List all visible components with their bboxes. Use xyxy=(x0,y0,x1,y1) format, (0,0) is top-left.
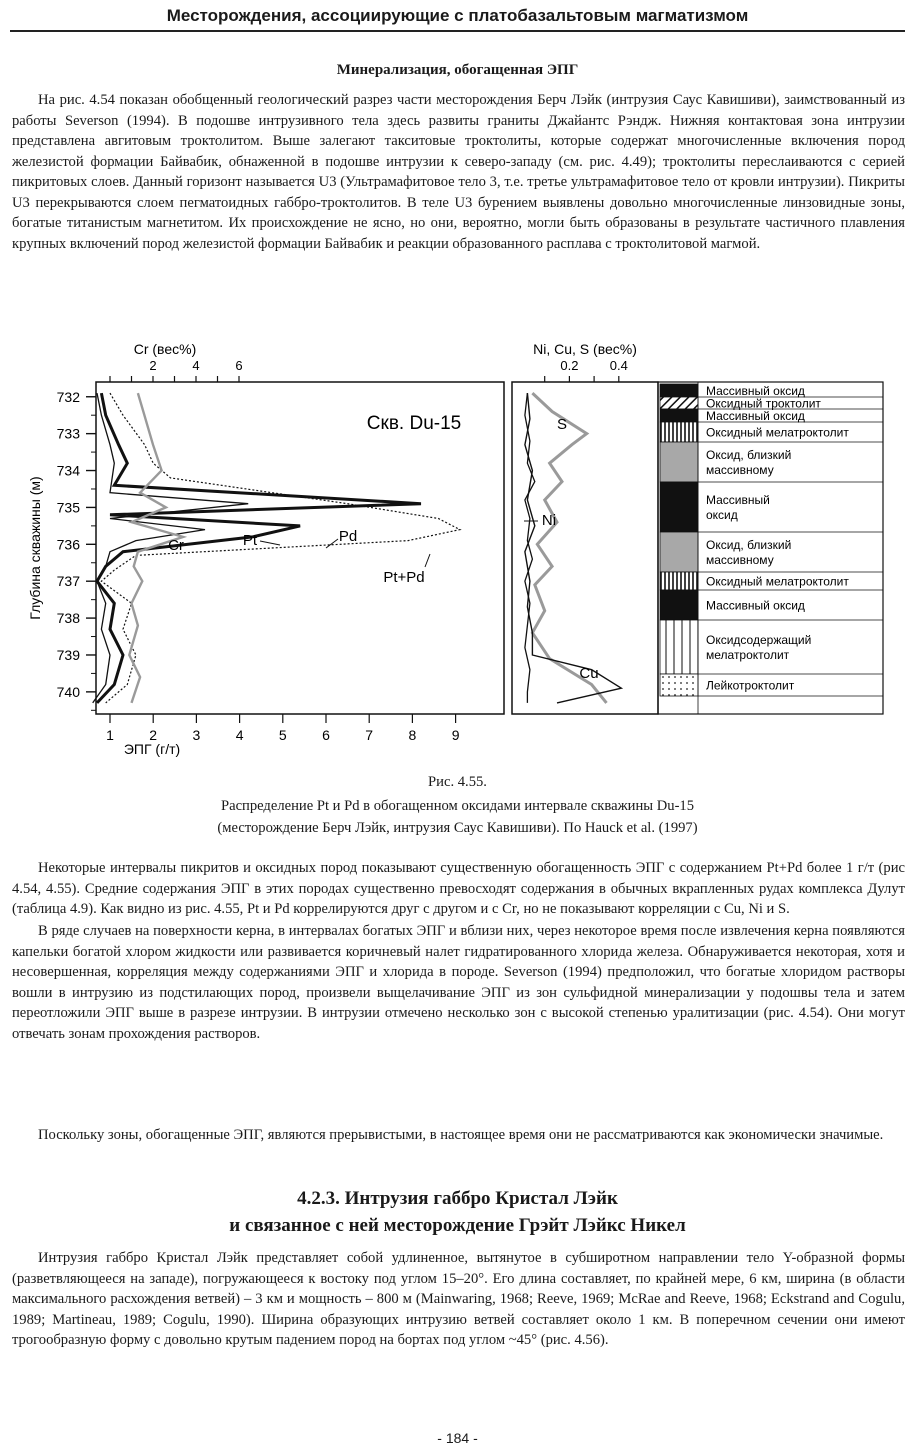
legend-label: Оксид, близкий xyxy=(706,448,792,462)
paragraph-1: На рис. 4.54 показан обобщенный геологический разрез части месторождения Берч Лэйк (интрузия Саус Кавишиви), заимствованный из работы Severson (1994). В подошве интрузивного тела здесь развиты граниты Джайантс Рэндж. Нижняя контактовая зона интрузии представлена авгитовым троктолитом. Выше залегают такситовые троктолиты, которые содержат многочисленные включения пород железистой формации Байвабик, обнаженной в подошве интрузии к северо-западу (см. рис. 4.49); троктолиты переслаиваются с серией пикритовых слоев. Данный горизонт называется U3 (Ультрамафитовое тело 3, т.е. третье ультрамафитовое тело от кровли интрузии). Пикриты U3 перекрываются слоем пегматоидных габбро-троктолитов. В теле U3 бурением выявлены довольно многочисленные линзовидные зоны, богатые титанистым магнетитом. Их происхождение не ясно, но они, вероятно, могли быть образованы в результате частичного плавления крупных включений пород железистой формации Байвабик и реакции образованного расплава с троктолитовой магмой. xyxy=(12,92,905,252)
pt-curve-label: Pt xyxy=(242,532,258,549)
legend-swatch xyxy=(660,590,698,620)
pd-label-leader xyxy=(326,539,338,548)
epg-tick-label: 4 xyxy=(235,727,244,743)
figure-number: Рис. 4.55. xyxy=(428,774,487,790)
figure-caption-line-1: Распределение Pt и Pd в обогащенном оксидами интервале скважины Du-15 xyxy=(220,798,695,814)
nicus-tick-label: 0.4 xyxy=(609,358,628,373)
epg-tick-label: 1 xyxy=(106,727,114,743)
pd-curve-label: Pd xyxy=(338,528,358,545)
legend-swatch xyxy=(660,572,698,590)
epg-tick-label: 5 xyxy=(278,727,287,743)
cr-axis-ticks xyxy=(110,358,243,382)
legend-swatch xyxy=(660,442,698,482)
legend-swatch xyxy=(660,409,698,422)
cr-curve-label: Cr xyxy=(168,537,184,554)
legend-swatch xyxy=(660,397,698,409)
legend-swatch xyxy=(660,422,698,442)
s-curve xyxy=(532,393,606,703)
depth-tick-label: 734 xyxy=(56,462,80,479)
paragraph-3: В ряде случаев на поверхности керна, в интервалах богатых ЭПГ и вблизи них, через некоторое время после извлечения керна появляются капельки богатой хлором жидкости или развивается коричневый налет гидратированного хлорида железа. Обнаруживается некоторая, хотя и несовершенная, корреляция между содержаниями ЭПГ и хлорида в породе. Severson (1994) предположил, что богатые хлоридом растворы вошли в интрузию из подстилающих пород, произвели выщелачивание ЭПГ из зон сульфидной минерализации у подошвы тела и затем переотложили ЭПГ выше в разрезе интрузии. В интрузии отмечено несколько зон с высокой степенью уралитизации (рис. 4.54). Они могут отвечать зонам прохождения растворов. xyxy=(12,923,905,1042)
epg-tick-label: 3 xyxy=(192,727,201,743)
epg-tick-label: 9 xyxy=(451,727,460,743)
depth-tick-label: 735 xyxy=(56,499,80,516)
cr-axis-title: Cr (вес%) xyxy=(133,341,197,357)
running-header: Месторождения, ассоциирующие с платобазальтовым магматизмом xyxy=(166,6,749,25)
s-curve-label: S xyxy=(556,416,568,433)
paragraph-5: Интрузия габбро Кристал Лэйк представляет собой удлиненное, вытянутое в субширотном направлении тело Y-образной формы (разветвляющееся на западе), погружающееся к востоку под углом 15–20°. Его длина составляет, по крайней мере, 6 км, ширина (в области максимального расхождения ветвей) – 3 км и мощность – 800 м (Mainwaring, 1968; Reeve, 1969; McRae and Reeve, 1968; Eckstrand and Cogulu, 1989; Martineau, 1989; Cogulu, 1990). Ширина образующих интрузию ветвей составляет около 1 км. В поперечном сечении они имеют трогообразную форму с довольно крутым падением пород на бортах под углом ~45° (рис. 4.56). xyxy=(12,1250,905,1348)
legend-label: Массивный оксид xyxy=(706,384,805,398)
nicus-axis-ticks xyxy=(545,358,628,382)
depth-tick-label: 737 xyxy=(56,573,80,590)
depth-tick-label: 738 xyxy=(56,610,80,627)
depth-axis-title: Глубина скважины (м) xyxy=(27,476,43,620)
section-subheading: Минерализация, обогащенная ЭПГ xyxy=(336,62,579,78)
legend-label: массивному xyxy=(706,553,774,567)
depth-axis xyxy=(57,389,96,711)
legend-label: оксид xyxy=(706,508,738,522)
section-title-line-2: и связанное с ней месторождение Грэйт Лэйкс Никел xyxy=(229,1215,686,1236)
epg-tick-label: 7 xyxy=(365,727,374,743)
paragraph-2: Некоторые интервалы пикритов и оксидных пород показывают существенную обогащенность ЭПГ с содержанием Pt+Pd более 1 г/т (рис 4.54, 4.55). Средние содержания ЭПГ в этих породах существенно превосходят содержания в обычных вкрапленных рудах комплекса Дулут (таблица 4.9). Как видно из рис. 4.55, Pt и Pd коррелируются друг с другом и с Cr, но не показывают корреляции с Cu, Ni и S. xyxy=(12,860,905,917)
ni-curve-label: Ni xyxy=(541,512,557,529)
page-number: - 184 - xyxy=(437,1430,478,1446)
lithology-legend xyxy=(660,382,883,714)
section-title-line-1: 4.2.3. Интрузия габбро Кристал Лэйк xyxy=(297,1188,618,1209)
cr-tick-label: 4 xyxy=(192,358,200,373)
epg-tick-label: 8 xyxy=(408,727,417,743)
legend-swatch xyxy=(660,532,698,572)
legend-swatch xyxy=(660,674,698,696)
figure-caption-line-2: (месторождение Берч Лэйк, интрузия Саус Кавишиви). По Hauck et al. (1997) xyxy=(217,820,698,836)
legend-label: Массивный оксид xyxy=(706,598,805,613)
depth-tick-label: 733 xyxy=(56,425,80,442)
depth-tick-label: 732 xyxy=(56,388,80,405)
depth-tick-label: 740 xyxy=(56,683,80,700)
epg-axis xyxy=(106,714,460,743)
legend-swatch xyxy=(660,482,698,532)
epg-tick-label: 6 xyxy=(322,727,330,743)
pt-label-leader xyxy=(260,541,280,545)
cu-curve-label: Cu xyxy=(579,665,599,682)
nicus-axis-title: Ni, Cu, S (вес%) xyxy=(533,341,637,357)
legend-label: Оксидный мелатроктолит xyxy=(706,574,849,589)
legend-label: Оксидсодержащий xyxy=(706,633,812,647)
nicus-tick-label: 0.2 xyxy=(560,358,579,373)
depth-tick-label: 736 xyxy=(56,536,80,553)
paragraph-4: Поскольку зоны, обогащенные ЭПГ, являются прерывистыми, в настоящее время они не рассматриваются как экономически значимые. xyxy=(38,1127,884,1143)
legend-swatch xyxy=(660,620,698,674)
epg-tick-label: 2 xyxy=(149,727,158,743)
legend-label: Оксидный троктолит xyxy=(706,396,821,411)
depth-tick-label: 739 xyxy=(56,646,80,663)
legend-label: Оксид, близкий xyxy=(706,538,792,552)
header-rule xyxy=(10,30,905,32)
figure-4-55 xyxy=(0,338,915,758)
legend-label: Лейкотроктолит xyxy=(706,678,795,693)
ptpd-label-leader xyxy=(425,554,430,567)
legend-label: массивному xyxy=(706,463,774,477)
well-label: Скв. Du-15 xyxy=(366,413,462,434)
legend-label: Оксидный мелатроктолит xyxy=(706,425,849,440)
epg-axis-title: ЭПГ (г/т) xyxy=(123,741,181,757)
cr-tick-label: 2 xyxy=(149,358,157,373)
cr-tick-label: 6 xyxy=(235,358,243,373)
legend-swatch xyxy=(660,384,698,397)
legend-label: Массивный xyxy=(706,493,770,507)
ptpd-curve-label: Pt+Pd xyxy=(383,569,425,586)
legend-label: Массивный оксид xyxy=(706,409,805,423)
legend-label: мелатроктолит xyxy=(706,648,790,662)
